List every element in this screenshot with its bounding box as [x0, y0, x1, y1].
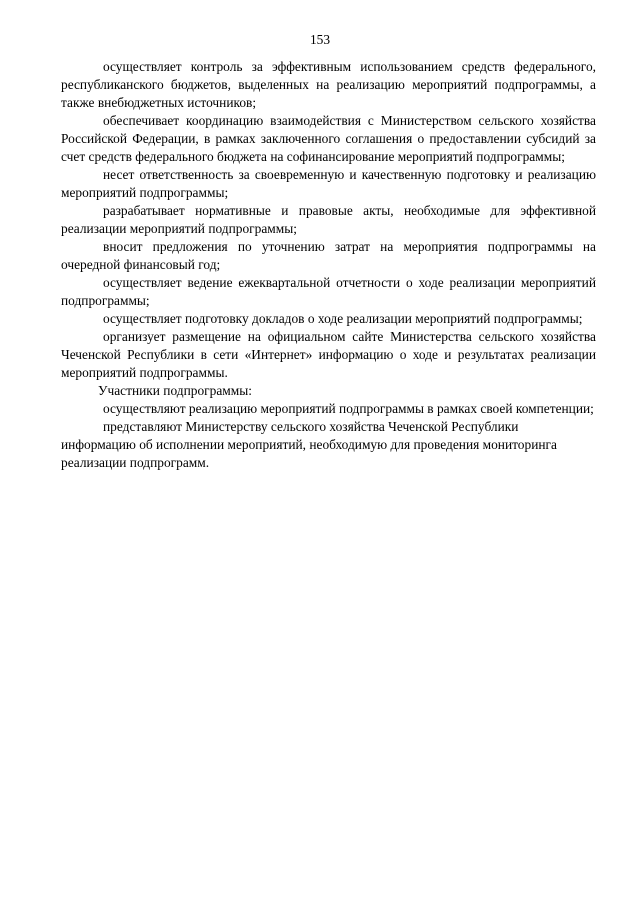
paragraph-reports: осуществляет подготовку докладов о ходе реализации мероприятий подпрограммы;: [103, 311, 583, 326]
document-body: [61, 58, 596, 472]
paragraph-website: организует размещение на официальном сайте Министерства сельского хозяйства Чеченской Республики в сети «Интернет» информацию о ходе и результатах реализации мероприятий подпрограммы.: [61, 329, 596, 380]
paragraph-cost-proposals: вносит предложения по уточнению затрат на мероприятия подпрограммы на очередной финансовый год;: [61, 239, 596, 272]
paragraph-responsibility: несет ответственность за своевременную и качественную подготовку и реализацию мероприятий подпрограммы;: [61, 167, 596, 200]
paragraph-participants-implementation: осуществляют реализацию мероприятий подпрограммы в рамках своей компетенции;: [103, 401, 594, 416]
page-number: 153: [309, 32, 331, 47]
paragraph-legal-acts: разрабатывает нормативные и правовые акты, необходимые для эффективной реализации мероприятий подпрограммы;: [61, 203, 596, 236]
participants-heading: Участники подпрограммы:: [98, 383, 252, 398]
paragraph-participants-information: представляют Министерству сельского хозяйства Чеченской Республики информацию об исполнении мероприятий, необходимую для проведения мониторинга реализации подпрограмм.: [61, 419, 557, 470]
paragraph-coordination: обеспечивает координацию взаимодействия с Министерством сельского хозяйства Российской Федерации, в рамках заключенного соглашения о предоставлении субсидий за счет средств федерального бюджета на софинансирование мероприятий подпрограммы;: [61, 113, 596, 164]
paragraph-quarterly-reporting: осуществляет ведение ежеквартальной отчетности о ходе реализации мероприятий подпрограммы;: [61, 275, 596, 308]
paragraph-control: осуществляет контроль за эффективным использованием средств федерального, республиканского бюджетов, выделенных на реализацию мероприятий подпрограммы, а также внебюджетных источников;: [61, 59, 596, 110]
